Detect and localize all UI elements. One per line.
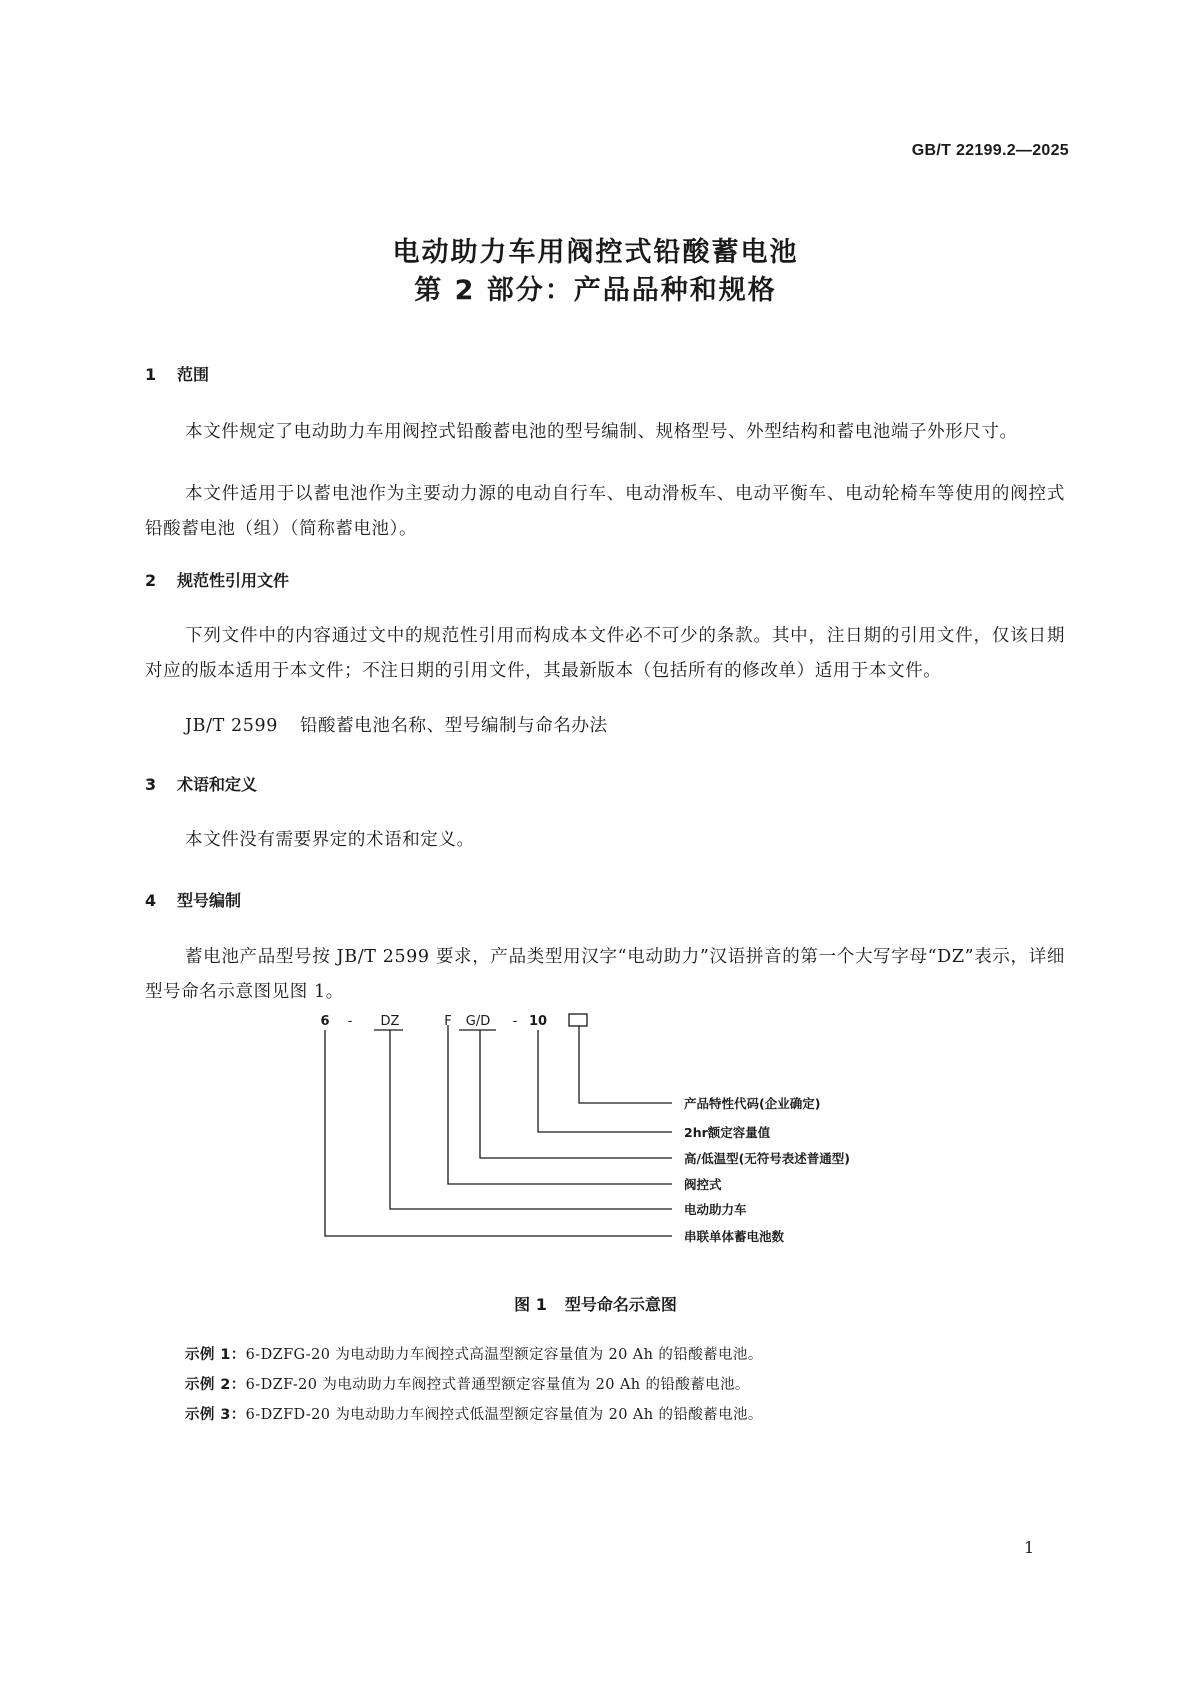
section-title: 术语和定义 <box>177 775 258 794</box>
label-high-low-temp: 高/低温型(无符号表述普通型) <box>684 1151 850 1166</box>
section-3-heading <box>145 772 257 795</box>
section-title: 型号编制 <box>177 891 242 910</box>
section-number: 2 <box>145 571 157 590</box>
figure-number: 图 1 <box>514 1295 547 1314</box>
standard-code: GB/T 22199.2—2025 <box>911 142 1069 159</box>
figure-caption <box>0 1292 1191 1315</box>
section-1-heading <box>145 362 209 385</box>
example-label: 示例 1： <box>185 1347 246 1363</box>
code-dash-1: - <box>347 1014 353 1029</box>
section-3-paragraph-1: 本文件没有需要界定的术语和定义。 <box>185 830 475 850</box>
label-electric-assist: 电动助力车 <box>684 1202 747 1217</box>
section-2-paragraph-1: 下列文件中的内容通过文中的规范性引用而构成本文件必不可少的条款。其中，注日期的引用文件，仅该日期对应的版本适用于本文件；不注日期的引用文件，其最新版本（包括所有的修改单）适用于本文件。 <box>145 626 1065 681</box>
label-valve-regulated: 阀控式 <box>684 1177 722 1192</box>
section-number: 1 <box>145 365 157 384</box>
section-4-paragraph-1: 蓄电池产品型号按 JB/T 2599 要求，产品类型用汉字“电动助力”汉语拼音的第一个大写字母“DZ”表示，详细型号命名示意图见图 1。 <box>145 947 1065 1002</box>
normative-reference <box>185 712 608 737</box>
code-series-count: 6 <box>320 1014 330 1029</box>
section-2-heading <box>145 568 289 591</box>
example-3 <box>185 1403 763 1424</box>
section-number: 4 <box>145 891 157 910</box>
code-g-d: G/D <box>465 1014 491 1029</box>
model-naming-diagram <box>0 1005 1191 1275</box>
label-product-feature-code: 产品特性代码(企业确定) <box>684 1096 821 1111</box>
section-number: 3 <box>145 775 157 794</box>
example-1 <box>185 1343 763 1364</box>
example-label: 示例 3： <box>185 1407 246 1423</box>
example-text: 6-DZFG-20 为电动助力车阀控式高温型额定容量值为 20 Ah 的铅酸蓄电池。 <box>245 1347 763 1363</box>
reference-title: 铅酸蓄电池名称、型号编制与命名办法 <box>299 716 608 736</box>
document-title-line2: 第 2 部分：产品品种和规格 <box>414 275 777 306</box>
code-dz: DZ <box>380 1014 400 1029</box>
reference-code: JB/T 2599 <box>185 716 278 736</box>
example-text: 6-DZFD-20 为电动助力车阀控式低温型额定容量值为 20 Ah 的铅酸蓄电池。 <box>245 1407 763 1423</box>
figure-title: 型号命名示意图 <box>564 1295 677 1314</box>
label-rated-capacity: 2hr额定容量值 <box>684 1125 771 1140</box>
section-1-paragraph-2: 本文件适用于以蓄电池作为主要动力源的电动自行车、电动滑板车、电动平衡车、电动轮椅车等使用的阀控式铅酸蓄电池（组）（简称蓄电池）。 <box>145 484 1065 539</box>
example-label: 示例 2： <box>185 1377 246 1393</box>
section-4-heading <box>145 888 241 911</box>
document-title-line1: 电动助力车用阀控式铅酸蓄电池 <box>392 237 799 268</box>
code-dash-2: - <box>512 1014 518 1029</box>
label-series-cell-count: 串联单体蓄电池数 <box>684 1229 785 1244</box>
section-1-paragraph-1: 本文件规定了电动助力车用阀控式铅酸蓄电池的型号编制、规格型号、外型结构和蓄电池端子外形尺寸。 <box>185 422 1018 442</box>
page-number: 1 <box>1024 1538 1035 1557</box>
code-capacity: 10 <box>528 1014 548 1029</box>
example-2 <box>185 1373 750 1394</box>
section-title: 规范性引用文件 <box>177 571 290 590</box>
code-f: F <box>444 1014 452 1029</box>
section-title: 范围 <box>177 365 210 384</box>
example-text: 6-DZF-20 为电动助力车阀控式普通型额定容量值为 20 Ah 的铅酸蓄电池。 <box>245 1377 750 1393</box>
